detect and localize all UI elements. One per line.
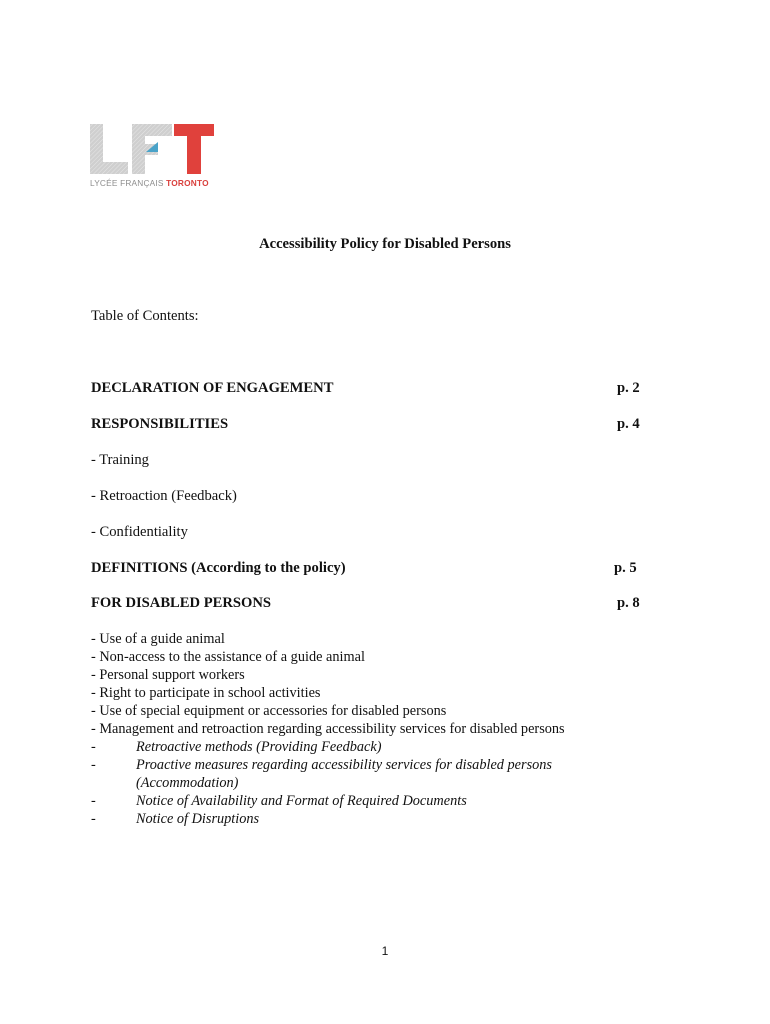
list-dash: - — [91, 793, 96, 809]
logo-caption-part2: TORONTO — [166, 178, 209, 188]
toc-heading: Table of Contents: — [91, 308, 199, 324]
toc-section-definitions: DEFINITIONS (According to the policy) — [91, 560, 346, 576]
list-dash: - — [91, 757, 96, 773]
toc-subitem-training: - Training — [91, 452, 149, 468]
logo-caption-part1: LYCÉE FRANÇAIS — [90, 178, 167, 188]
toc-section-declaration: DECLARATION OF ENGAGEMENT — [91, 380, 334, 396]
italic-list-text: Retroactive methods (Providing Feedback) — [136, 739, 382, 755]
list-dash: - — [91, 811, 96, 827]
list-dash: - — [91, 739, 96, 755]
toc-page-declaration: p. 2 — [617, 380, 640, 396]
list-item: - Management and retroaction regarding accessibility services for disabled persons — [91, 721, 565, 737]
lft-logo-mark — [90, 122, 216, 178]
lft-logo — [90, 122, 216, 190]
italic-list-text: Notice of Availability and Format of Required Documents — [136, 793, 467, 809]
list-item: - Personal support workers — [91, 667, 245, 683]
list-item: - Use of special equipment or accessories for disabled persons — [91, 703, 447, 719]
italic-list-text: Notice of Disruptions — [136, 811, 260, 827]
list-item: - Non-access to the assistance of a guide animal — [91, 649, 365, 665]
toc-page-disabled-persons: p. 8 — [617, 595, 640, 611]
toc-page-definitions: p. 5 — [614, 560, 637, 576]
italic-list-text: Proactive measures regarding accessibility services for disabled persons — [136, 757, 552, 773]
toc-page-responsibilities: p. 4 — [617, 416, 640, 432]
toc-subitem-confidentiality: - Confidentiality — [91, 524, 188, 540]
toc-section-disabled-persons: FOR DISABLED PERSONS — [91, 595, 272, 611]
toc-section-responsibilities: RESPONSIBILITIES — [91, 416, 229, 432]
toc-subitem-retroaction: - Retroaction (Feedback) — [91, 488, 237, 504]
list-item: - Use of a guide animal — [91, 631, 225, 647]
italic-list-text: (Accommodation) — [136, 775, 239, 791]
page-number: 1 — [381, 944, 389, 958]
document-title: Accessibility Policy for Disabled Persons — [259, 236, 511, 252]
logo-caption — [90, 178, 209, 188]
list-item: - Right to participate in school activities — [91, 685, 321, 701]
